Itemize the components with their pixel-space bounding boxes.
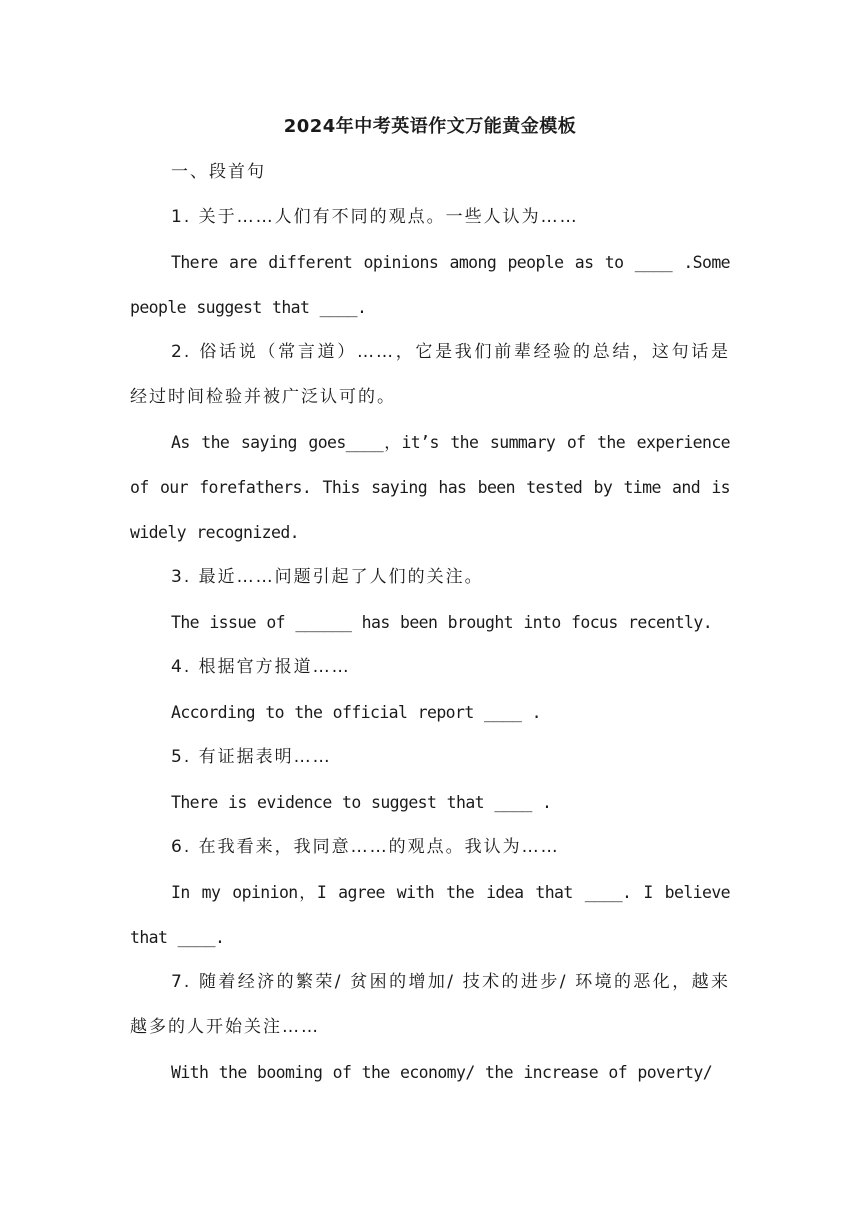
item-1-english: There are different opinions among people as to ____ .Some people suggest that ____. xyxy=(130,253,730,317)
item-5-chinese: 5. 有证据表明…… xyxy=(171,747,332,767)
item-7-chinese: 7. 随着经济的繁荣/ 贫困的增加/ 技术的进步/ 环境的恶化，越来越多的人开始关注…… xyxy=(130,972,730,1037)
document-title: 2024年中考英语作文万能黄金模板 xyxy=(283,116,577,137)
document-body xyxy=(130,150,730,1095)
item-5-english: There is evidence to suggest that ____ . xyxy=(171,793,552,812)
item-3-english: The issue of ______ has been brought into focus recently. xyxy=(171,613,713,632)
item-6-english: In my opinion，I agree with the idea that ____. I believe that ____. xyxy=(130,883,730,947)
item-7-english: With the booming of the economy/ the increase of poverty/ xyxy=(171,1063,713,1082)
item-4-chinese: 4. 根据官方报道…… xyxy=(171,657,351,677)
item-4-english: According to the official report ____ . xyxy=(171,703,542,722)
item-3-chinese: 3. 最近……问题引起了人们的关注。 xyxy=(171,567,484,587)
item-1-chinese: 1. 关于……人们有不同的观点。一些人认为…… xyxy=(171,207,579,227)
item-2-chinese: 2. 俗话说（常言道）……，它是我们前辈经验的总结，这句话是经过时间检验并被广泛认可的。 xyxy=(130,342,730,407)
item-2-english: As the saying goes____，it’s the summary of the experience of our forefathers. This saying has been tested by time and is widely recognized. xyxy=(130,433,730,542)
section-heading: 一、段首句 xyxy=(171,162,266,182)
item-6-chinese: 6. 在我看来，我同意……的观点。我认为…… xyxy=(171,837,560,857)
